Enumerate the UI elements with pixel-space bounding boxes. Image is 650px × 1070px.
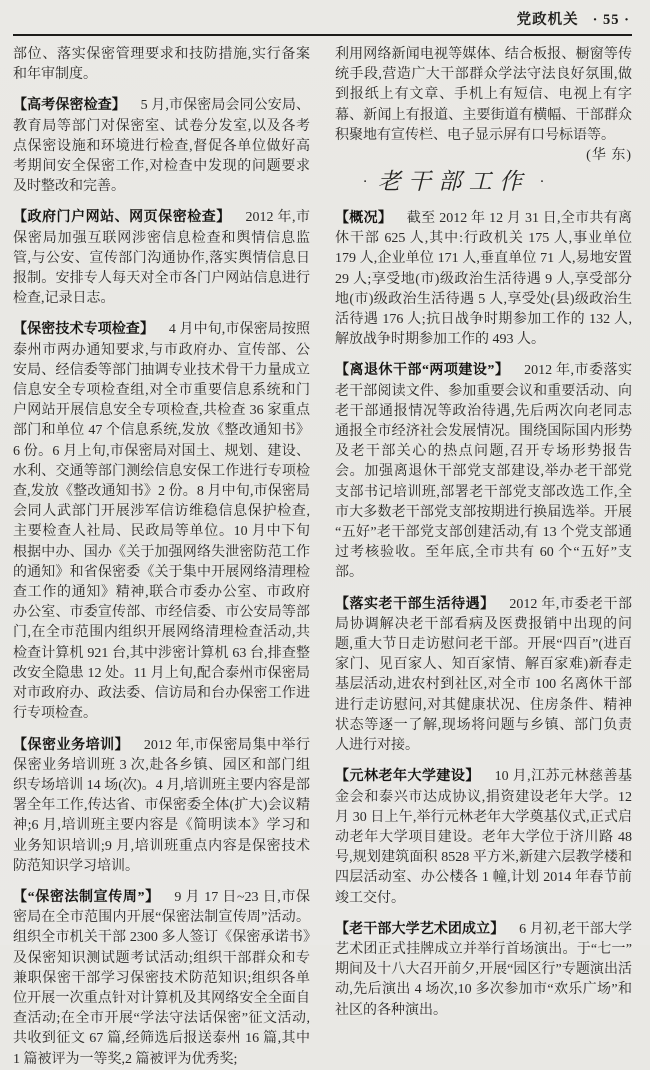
entry-body: 2012 年,市委老干部局协调解决老干部看病及医费报销中出现的问题,重大节日走访慰问老干部。开展“四百”(进百家门、见百家人、知百家情、解百家难)新春走基层活动,进农村到社区,对全市 100 名离休干部进行走访慰问,对其健康状况、住房条件、精神状态等逐一了解,现场将问题与乡镇、部门负责人进行对接。 [335,596,633,754]
entry-body: 9 月 17 日~23 日,市保密局在全市范围内开展“保密法制宣传周”活动。组织全市机关干部 2300 多人签订《保密承诺书》及保密知识测试题考试活动;组织干部群众和专兼职保密干部学习保密技术防范知识;组织各单位开展一次重点针对计算机及其网络安全全面自查活动;在全市开展“学法守法话保密”征文活动,共收到征文 67 篇,经筛选后报送泰州 16 篇,其中 1 篇被评为一等奖,2 篇被评为优秀奖; [13,889,311,1067]
entry-title: 【保密业务培训】 [13,737,130,753]
entry-title: 【高考保密检查】 [13,98,126,114]
entry-body: 2012 年,市保密局集中举行保密业务培训班 3 次,赴各乡镇、园区和部门组织专场培训 14 场(次)。4 月,培训班主要内容是部署全年工作,传达省、市保密委全体(扩大)会议精神;6 月,培训班主要内容是《简明读本》学习和业务知识培训;9 月,培训班重点内容是保密技术防范知识学习培训。 [13,737,311,874]
entry-two-constructions [335,361,632,583]
left-column [13,45,310,1070]
entry-tech-special-check [13,320,310,724]
entry-yuanlin-university [335,767,632,908]
entry-body: 6 月初,老干部大学艺术团正式挂牌成立并举行首场演出。于“七一”期间及十八大召开前夕,开展“园区行”专题演出活动,先后演出 4 场次,10 多次参加市“欢乐广场”和社区的各种演出。 [335,921,633,1018]
entry-overview [335,209,632,350]
entry-title: 【老干部大学艺术团成立】 [335,921,505,937]
section-heading [335,163,632,196]
heading-right-dot: · [539,174,545,191]
entry-gov-website-check [13,208,310,309]
header-rule [13,34,632,36]
right-column [335,45,632,1070]
continued-text: 利用网络新闻电视等媒体、结合板报、橱窗等传统手段,营造广大干部群众学法守法良好氛围,做到报纸上有文章、手机上有短信、电视上有字幕、新闻上有报道、主要街道有横幅、干部群众积聚地有宣传栏、电子显示屏有口号标语等。 [335,47,632,143]
entry-title: 【保密技术专项检查】 [13,322,155,338]
author-attribution: (华 东) [586,148,632,164]
entry-body: 4 月中旬,市保密局按照泰州市两办通知要求,与市政府办、宣传部、公安局、经信委等部门抽调专业技术骨干力量成立信息安全专项检查组,对全市重要信息系统和门户网站开展信息安全专项检查,共检查 36 家重点部门和单位 47 个信息系统,发放《整改通知书》6 份。6 月上旬,市保密局对国土、规划、建设、水利、交通等部门测绘信息安保工作进行专项检查,发放《整改通知书》2 份。8 月中旬,市保密局会同人武部门开展涉军信访维稳信息保护检查,主要检查人社局、民政局等单位。10 月中下旬根据中办、国办《关于加强网络失泄密防范工作的通知》和省保密委《关于集中开展网络清理检查工作的通知》精神,联合市委办公室、市政府办公室、市委宣传部、市经信委、市公安局等部门,在全市范围内组织开展网络清理检查活动,共检查计算机 921 台,其中涉密计算机 63 台,排查整改安全隐患 12 处。11 月上旬,配合泰州市保密局对市政府办、政法委、信访局和台办保密工作进行专项检查。 [13,322,310,722]
continued-paragraph: 部位、落实保密管理要求和技防措施,实行备案和年审制度。 [13,47,310,83]
entry-title: 【离退休干部“两项建设”】 [335,363,510,379]
entry-body: 截至 2012 年 12 月 31 日,全市共有离休干部 625 人,其中:行政机关 175 人,事业单位 179 人,企业单位 171 人,垂直单位 71 人,易地安置 29 人;享受地(市)级政治生活待遇 9 人,享受部分地(市)级政治生活待遇 5 人,享受处(县)级政治生活待遇 176 人;抗日战争时期参加工作的 132 人,解放战争时期参加工作的 493 人。 [335,211,633,348]
entry-body: 2012 年,市保密局加强互联网涉密信息检查和舆情信息监管,与公安、宣传部门沟通协作,落实舆情信息日报制。安排专人每天对全市各门户网站信息进行检查,记录日志。 [13,210,311,307]
heading-left-dot: · [362,174,368,191]
running-head-section: 党政机关 [516,12,579,28]
entry-art-troupe [335,920,632,1021]
entry-body: 2012 年,市委落实老干部阅读文件、参加重要会议和重要活动、向老干部通报情况等政治待遇,先后两次向老同志通报全市经济社会发展情况。围绕国际国内形势及老干部关心的热点问题,召开专场形势报告会。加强离退休干部党支部建设,举办老干部党支部书记培训班,部署老干部党支部改选工作,全市大多数老干部党支部按期进行换届选举。开展“五好”老干部党支部创建活动,有 13 个党支部通过考核验收。至年底,全市共有 60 个“五好”支部。 [335,363,633,581]
entry-title: 【落实老干部生活待遇】 [335,596,495,612]
entry-secrecy-training [13,736,310,877]
continued-paragraph-with-attribution [335,45,632,164]
entry-title: 【“保密法制宣传周”】 [13,889,160,905]
entry-legal-publicity-week [13,888,310,1070]
entry-body: 10 月,江苏元林慈善基金会和泰兴市达成协议,捐资建设老年大学。12 月 30 日上午,举行元林老年大学奠基仪式,正式启动老年大学项目建设。老年大学位于济川路 48 号,规划建筑面积 8528 平方米,新建六层教学楼和四层活动室、办公楼各 1 幢,计划 2014 年春节前竣工交付。 [335,769,633,906]
page-header [13,6,632,34]
page-number: · 55 · [592,12,630,28]
two-column-body [13,45,632,1070]
entry-title: 【概况】 [335,211,393,227]
entry-gaokao-secrecy-check [13,96,310,197]
entry-body: 5 月,市保密局会同公安局、教育局等部门对保密室、试卷分发室,以及各考点保密设施和环境进行检查,督促各单位做好高考期间安全保密工作,对检查中发现的问题要求及时整改和完善。 [13,98,311,195]
entry-title: 【元林老年大学建设】 [335,769,480,785]
entry-title: 【政府门户网站、网页保密检查】 [13,210,231,226]
entry-living-benefits [335,595,632,757]
section-heading-text: 老干部工作 [377,169,530,195]
